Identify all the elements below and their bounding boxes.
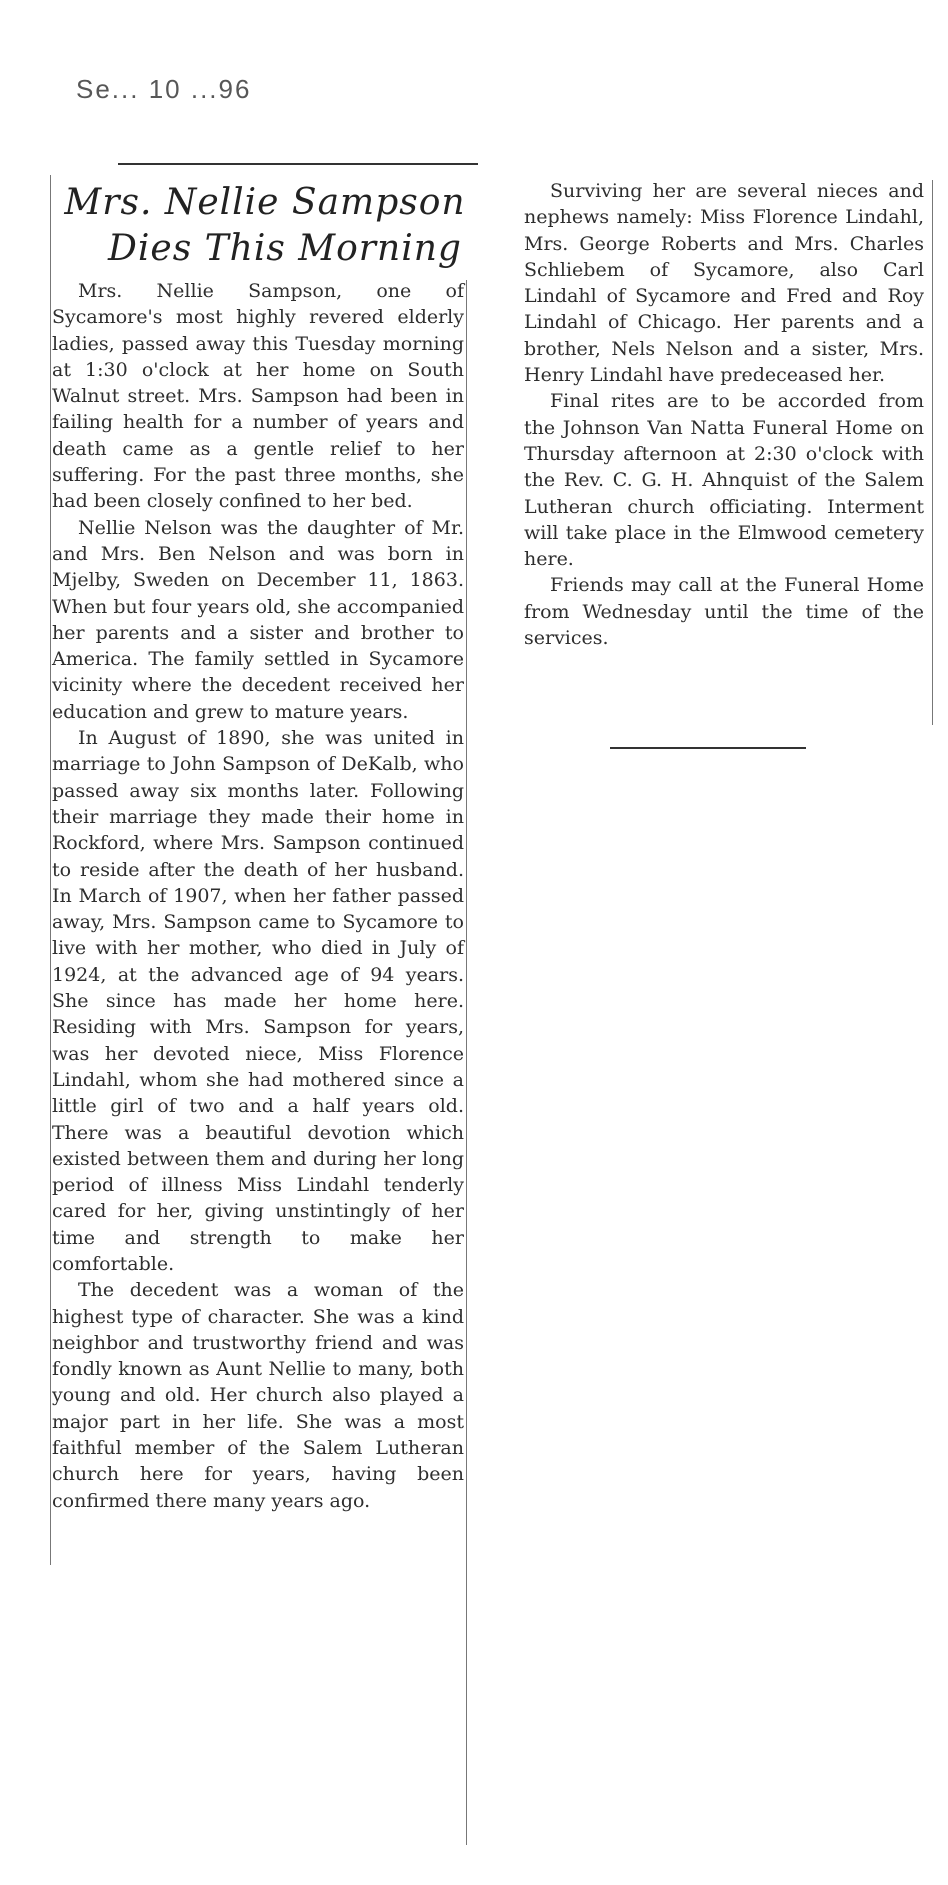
article-right-column <box>524 178 924 651</box>
article-paragraph: Friends may call at the Funeral Home from Wednesday until the time of the services. <box>524 574 924 650</box>
article-left-column <box>52 278 464 1514</box>
article-paragraph: In August of 1890, she was united in marriage to John Sampson of DeKalb, who passed away six months later. Following their marriage they made their home in Rockford, where Mrs. Sampson continued to reside after the death of her husband. In March of 1907, when her father passed away, Mrs. Sampson came to Sycamore to live with her mother, who died in July of 1924, at the advanced age of 94 years. She since has made her home here. Residing with Mrs. Sampson for years, was her devoted niece, Miss Florence Lindahl, whom she had mothered since a little girl of two and a half years old. There was a beautiful devotion which existed between them and during her long period of illness Miss Lindahl tenderly cared for her, giving unstintingly of her time and strength to make her comfortable. <box>52 727 464 1275</box>
headline-line-1: Mrs. Nellie Sampson <box>64 182 466 223</box>
article-paragraph: The decedent was a woman of the highest type of character. She was a kind neighbor and trustworthy friend and was fondly known as Aunt Nellie to many, both young and old. Her church also played a major part in her life. She was a most faithful member of the Salem Lutheran church here for years, having been confirmed there many years ago. <box>52 1279 464 1512</box>
right-column-border <box>932 180 933 725</box>
headline <box>60 180 470 272</box>
headline-line-2: Dies This Morning <box>108 228 462 269</box>
article-paragraph: Nellie Nelson was the daughter of Mr. and Mrs. Ben Nelson and was born in Mjelby, Sweden on December 11, 1863. When but four years old, she accompanied her parents and a sister and brother to America. The family settled in Sycamore vicinity where the decedent received her education and grew to mature years. <box>52 516 464 723</box>
article-paragraph: Surviving her are several nieces and nephews namely: Miss Florence Lindahl, Mrs. George Roberts and Mrs. Charles Schliebem of Sycamore, also Carl Lindahl of Sycamore and Fred and Roy Lindahl of Chicago. Her parents and a brother, Nels Nelson and a sister, Mrs. Henry Lindahl have predeceased her. <box>524 180 924 387</box>
date-stamp: Se... 10 ...96 <box>76 74 252 104</box>
headline-top-rule <box>118 163 478 165</box>
left-column-border <box>50 175 51 1565</box>
article-paragraph: Final rites are to be accorded from the Johnson Van Natta Funeral Home on Thursday afternoon at 2:30 o'clock with the Rev. C. G. H. Ahnquist of the Salem Lutheran church officiating. Interment will take place in the Elmwood cemetery here. <box>524 390 924 571</box>
article-end-rule <box>610 747 806 749</box>
article-paragraph: Mrs. Nellie Sampson, one of Sycamore's most highly revered elderly ladies, passed away this Tuesday morning at 1:30 o'clock at her home on South Walnut street. Mrs. Sampson had been in failing health for a number of years and death came as a gentle relief to her suffering. For the past three months, she had been closely confined to her bed. <box>52 280 464 513</box>
column-divider <box>466 280 467 1845</box>
